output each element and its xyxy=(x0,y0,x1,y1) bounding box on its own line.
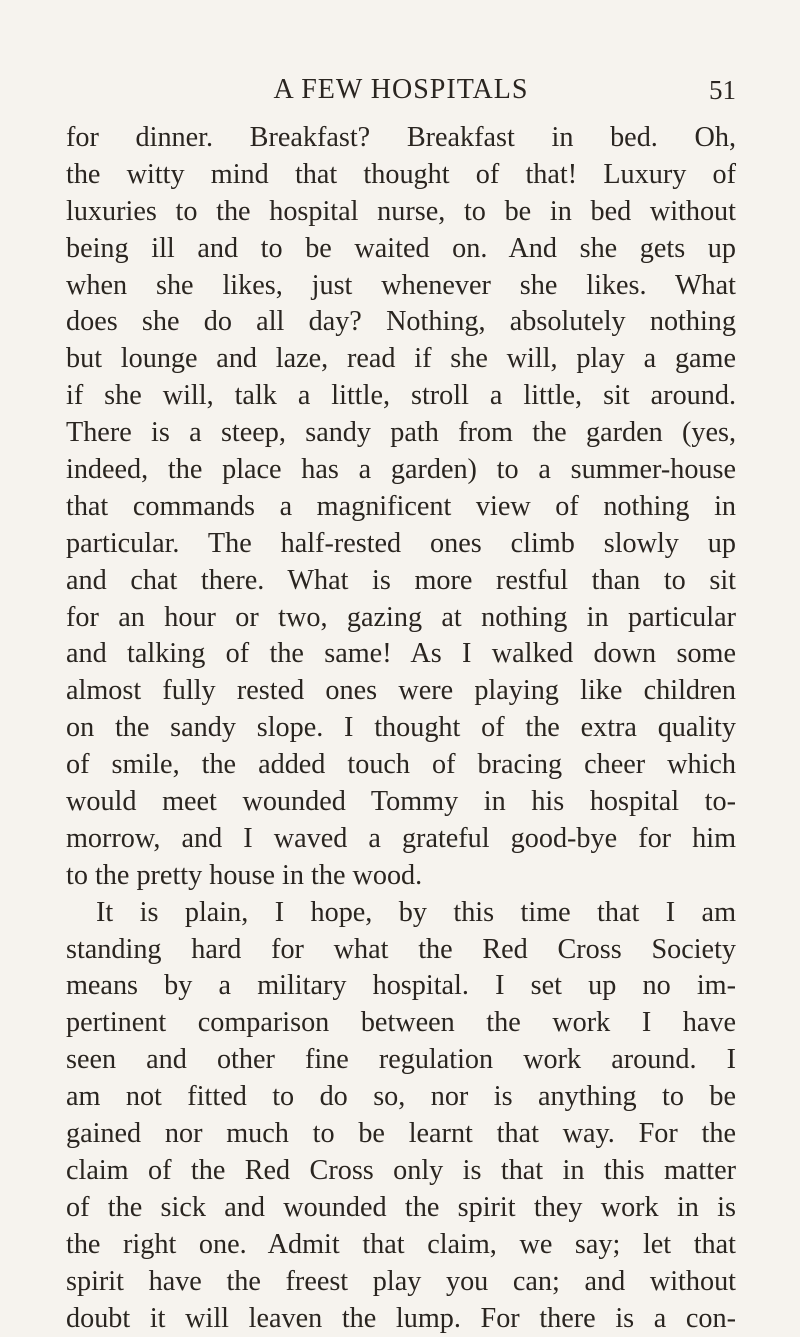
text-line: and talking of the same! As I walked down some xyxy=(66,636,736,673)
text-line: does she do all day? Nothing, absolutely nothing xyxy=(66,304,736,341)
text-line: particular. The half-rested ones climb slowly up xyxy=(66,526,736,563)
text-line: luxuries to the hospital nurse, to be in bed without xyxy=(66,194,736,231)
text-line: am not fitted to do so, nor is anything to be xyxy=(66,1079,736,1116)
text-line: pertinent comparison between the work I have xyxy=(66,1005,736,1042)
text-line: for dinner. Breakfast? Breakfast in bed. Oh, xyxy=(66,120,736,157)
text-line: means by a military hospital. I set up no im- xyxy=(66,968,736,1005)
text-line: claim of the Red Cross only is that in this matter xyxy=(66,1153,736,1190)
text-line: the right one. Admit that claim, we say; let that xyxy=(66,1227,736,1264)
text-line: and chat there. What is more restful than to sit xyxy=(66,563,736,600)
running-title: A FEW HOSPITALS xyxy=(66,70,736,110)
text-line: to the pretty house in the wood. xyxy=(66,858,736,895)
text-line: indeed, the place has a garden) to a summer-house xyxy=(66,452,736,489)
text-line: the witty mind that thought of that! Luxury of xyxy=(66,157,736,194)
text-line: that commands a magnificent view of nothing in xyxy=(66,489,736,526)
text-line: of smile, the added touch of bracing cheer which xyxy=(66,747,736,784)
text-line: standing hard for what the Red Cross Society xyxy=(66,932,736,969)
text-line: seen and other fine regulation work around. I xyxy=(66,1042,736,1079)
page-number: 51 xyxy=(709,70,736,110)
body-text xyxy=(66,120,736,1337)
text-line: being ill and to be waited on. And she gets up xyxy=(66,231,736,268)
text-line: but lounge and laze, read if she will, play a game xyxy=(66,341,736,378)
running-head xyxy=(66,70,736,110)
text-line: morrow, and I waved a grateful good-bye for him xyxy=(66,821,736,858)
text-line: It is plain, I hope, by this time that I am xyxy=(66,895,736,932)
text-line: if she will, talk a little, stroll a little, sit around. xyxy=(66,378,736,415)
text-line: when she likes, just whenever she likes. What xyxy=(66,268,736,305)
text-line: of the sick and wounded the spirit they work in is xyxy=(66,1190,736,1227)
text-line: almost fully rested ones were playing like children xyxy=(66,673,736,710)
text-line: spirit have the freest play you can; and without xyxy=(66,1264,736,1301)
text-line: gained nor much to be learnt that way. For the xyxy=(66,1116,736,1153)
text-line: doubt it will leaven the lump. For there is a con- xyxy=(66,1301,736,1337)
text-line: There is a steep, sandy path from the garden (yes, xyxy=(66,415,736,452)
text-line: for an hour or two, gazing at nothing in particular xyxy=(66,600,736,637)
text-line: would meet wounded Tommy in his hospital to- xyxy=(66,784,736,821)
text-line: on the sandy slope. I thought of the extra quality xyxy=(66,710,736,747)
